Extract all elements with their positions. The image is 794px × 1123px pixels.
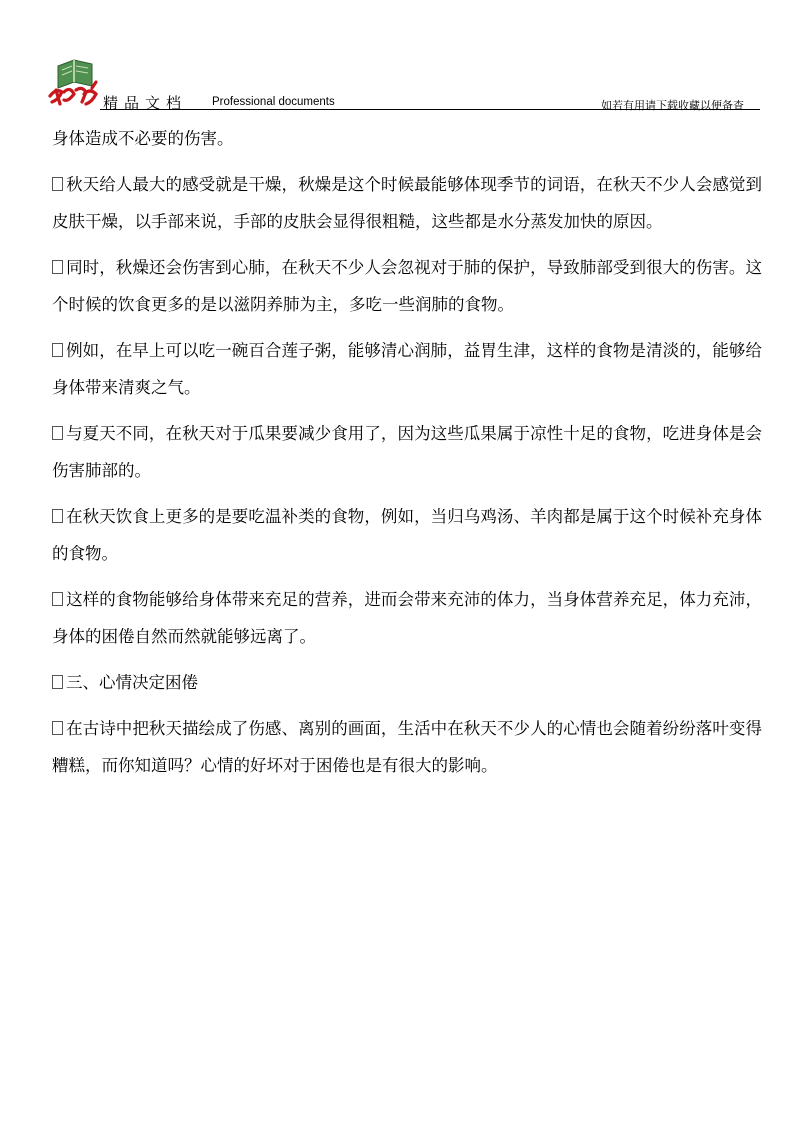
missing-glyph-icon <box>52 426 63 440</box>
header-divider <box>100 109 760 110</box>
paragraph: 这样的食物能够给身体带来充足的营养，进而会带来充沛的体力，当身体营养充足，体力充沛，身体的困倦自然而然就能够远离了。 <box>52 590 762 646</box>
paragraph: 身体造成不必要的伤害。 <box>52 129 234 148</box>
missing-glyph-icon <box>52 592 63 606</box>
paragraph: 在秋天饮食上更多的是要吃温补类的食物，例如，当归乌鸡汤、羊肉都是属于这个时候补充身体的食物。 <box>52 507 762 563</box>
paragraph: 在古诗中把秋天描绘成了伤感、离别的画面，生活中在秋天不少人的心情也会随着纷纷落叶变得糟糕，而你知道吗？心情的好坏对于困倦也是有很大的影响。 <box>52 719 762 775</box>
paragraph: 与夏天不同，在秋天对于瓜果要减少食用了，因为这些瓜果属于凉性十足的食物，吃进身体是会伤害肺部的。 <box>52 424 762 480</box>
header-note: 如若有用请下载收藏以便备查 <box>601 99 744 112</box>
page-header <box>48 50 760 110</box>
logo-icon <box>48 52 100 106</box>
document-body <box>52 120 762 793</box>
missing-glyph-icon <box>52 177 63 191</box>
missing-glyph-icon <box>52 675 63 689</box>
missing-glyph-icon <box>52 721 63 735</box>
header-subtitle: Professional documents <box>212 96 335 108</box>
missing-glyph-icon <box>52 343 63 357</box>
paragraph: 同时，秋燥还会伤害到心肺，在秋天不少人会忽视对于肺的保护，导致肺部受到很大的伤害。这个时候的饮食更多的是以滋阴养肺为主，多吃一些润肺的食物。 <box>52 258 762 314</box>
section-heading: 三、心情决定困倦 <box>52 664 762 701</box>
missing-glyph-icon <box>52 509 63 523</box>
paragraph: 例如，在早上可以吃一碗百合莲子粥，能够清心润肺，益胃生津，这样的食物是清淡的，能够给身体带来清爽之气。 <box>52 341 762 397</box>
paragraph: 秋天给人最大的感受就是干燥，秋燥是这个时候最能够体现季节的词语，在秋天不少人会感觉到皮肤干燥，以手部来说，手部的皮肤会显得很粗糙，这些都是水分蒸发加快的原因。 <box>52 175 762 231</box>
header-title: 精品文档 <box>103 94 188 112</box>
missing-glyph-icon <box>52 260 63 274</box>
